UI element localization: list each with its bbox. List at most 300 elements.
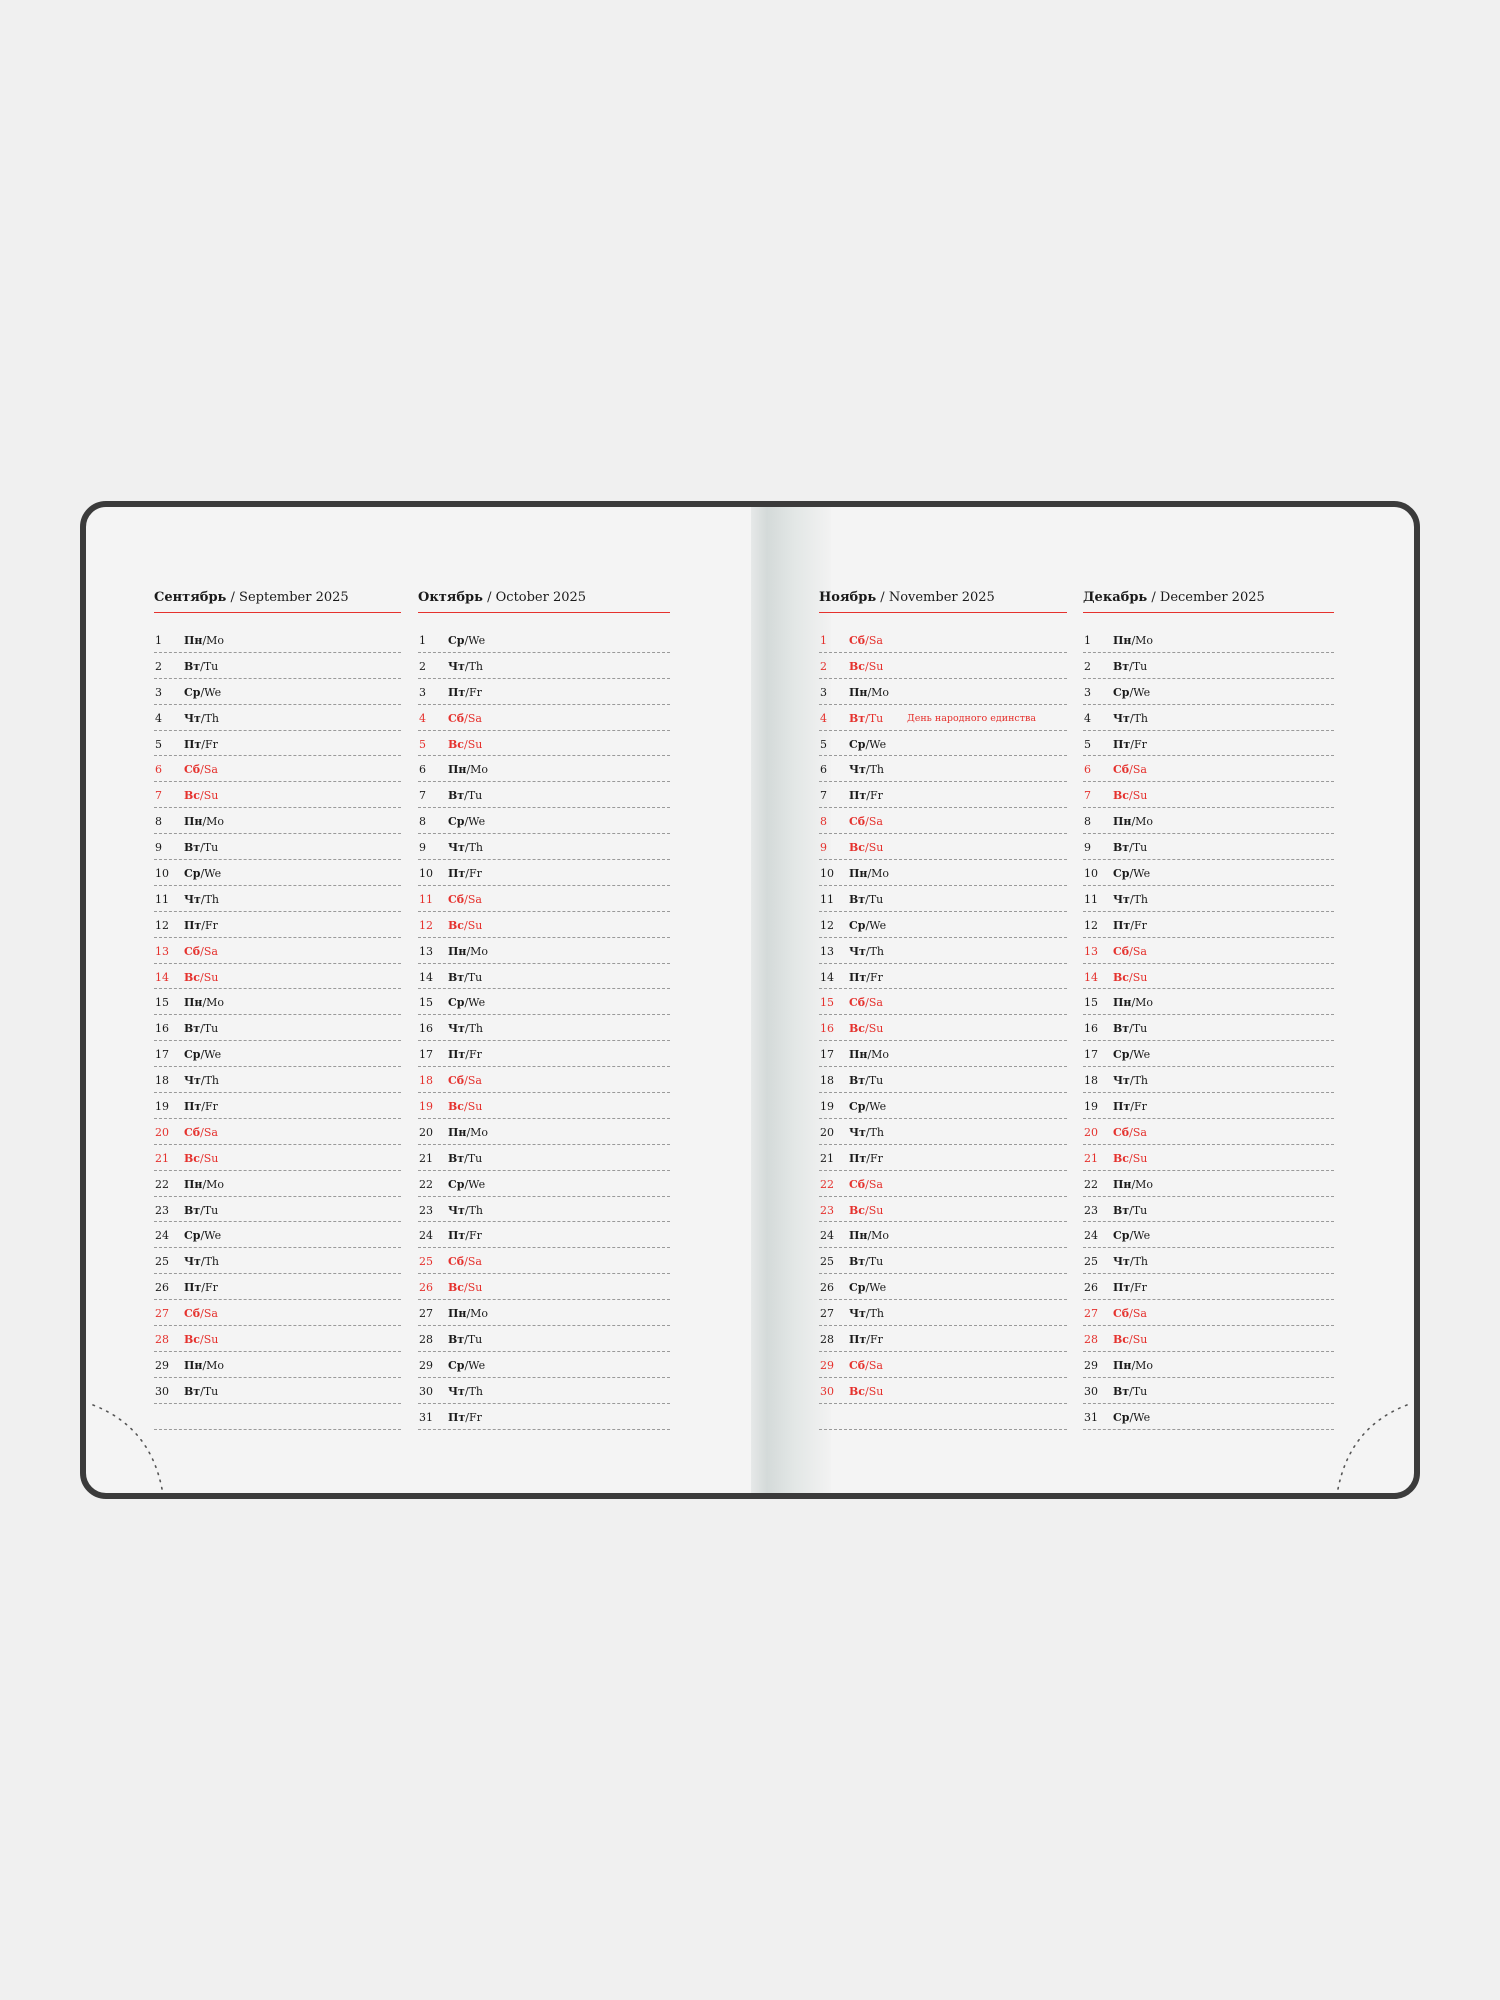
weekday-label <box>1113 1359 1153 1372</box>
day-row[interactable] <box>819 989 1067 1015</box>
weekday-ru: Чт <box>1113 892 1130 906</box>
day-row[interactable] <box>1083 1067 1334 1093</box>
day-row[interactable] <box>154 938 401 964</box>
day-row[interactable] <box>154 1274 401 1300</box>
day-row[interactable] <box>154 627 401 653</box>
day-number: 23 <box>155 1203 169 1217</box>
weekday-en: Sa <box>203 944 218 958</box>
weekday-separator: / <box>465 1229 469 1243</box>
weekday-en: Th <box>869 944 885 958</box>
day-rows <box>418 627 670 1430</box>
day-row[interactable] <box>819 1248 1067 1274</box>
weekday-label <box>448 996 485 1009</box>
weekday-en: Mo <box>470 763 489 777</box>
day-row[interactable] <box>1083 1041 1334 1067</box>
weekday-separator: / <box>201 918 205 932</box>
day-row[interactable] <box>819 1222 1067 1248</box>
day-row[interactable] <box>1083 808 1334 834</box>
weekday-separator: / <box>466 944 471 958</box>
day-row[interactable] <box>819 1197 1067 1223</box>
day-number: 29 <box>820 1358 834 1372</box>
day-row[interactable] <box>819 1326 1067 1352</box>
weekday-label <box>1113 1229 1150 1242</box>
day-row[interactable] <box>1083 912 1334 938</box>
weekday-separator: / <box>200 1307 204 1321</box>
weekday-en: Tu <box>467 1333 483 1347</box>
day-row[interactable] <box>1083 1248 1334 1274</box>
day-number: 16 <box>820 1022 834 1036</box>
day-number: 8 <box>1084 815 1091 829</box>
weekday-label <box>184 867 221 880</box>
day-row[interactable] <box>154 653 401 679</box>
day-row[interactable] <box>1083 1222 1334 1248</box>
day-row[interactable] <box>819 653 1067 679</box>
holiday-note: День народного единства <box>907 712 1037 724</box>
day-row[interactable] <box>1083 938 1334 964</box>
weekday-separator: / <box>865 841 869 855</box>
day-row[interactable] <box>154 989 401 1015</box>
day-row[interactable] <box>154 1093 401 1119</box>
weekday-en: Sa <box>868 996 883 1010</box>
day-number: 23 <box>1084 1203 1098 1217</box>
weekday-ru: Сб <box>448 1074 465 1088</box>
day-number: 28 <box>1084 1333 1098 1347</box>
weekday-ru: Пт <box>1113 918 1131 932</box>
day-number: 29 <box>419 1358 433 1372</box>
day-number: 5 <box>1084 737 1091 751</box>
month-title-ru: Ноябрь <box>819 590 877 605</box>
day-row[interactable] <box>418 1352 670 1378</box>
day-row[interactable] <box>819 808 1067 834</box>
day-row[interactable] <box>1083 834 1334 860</box>
weekday-en: Tu <box>868 892 884 906</box>
weekday-ru: Сб <box>849 634 866 647</box>
weekday-en: Th <box>1133 711 1149 725</box>
day-number: 15 <box>1084 996 1098 1010</box>
day-row[interactable] <box>154 1067 401 1093</box>
day-row[interactable] <box>819 1171 1067 1197</box>
weekday-ru: Пт <box>1113 1100 1131 1114</box>
weekday-separator: / <box>200 970 204 984</box>
weekday-separator: / <box>865 1100 870 1114</box>
day-row[interactable] <box>154 756 401 782</box>
weekday-label <box>448 712 482 725</box>
day-number: 2 <box>155 659 162 673</box>
weekday-label <box>448 1229 482 1242</box>
day-row[interactable] <box>1083 782 1334 808</box>
day-row[interactable] <box>819 912 1067 938</box>
day-rows <box>1083 627 1334 1430</box>
weekday-en: Sa <box>1132 944 1147 958</box>
weekday-en: Tu <box>467 1151 483 1165</box>
weekday-separator: / <box>200 1074 205 1088</box>
day-row[interactable] <box>1083 1274 1334 1300</box>
weekday-label <box>849 1100 886 1113</box>
weekday-en: Sa <box>868 634 883 647</box>
day-row[interactable] <box>418 731 670 757</box>
day-number: 6 <box>155 763 162 777</box>
day-row[interactable] <box>154 1171 401 1197</box>
weekday-separator: / <box>865 763 870 777</box>
weekday-en: Th <box>1133 1074 1149 1088</box>
weekday-ru: Пн <box>184 1177 203 1191</box>
day-row[interactable] <box>1083 1145 1334 1171</box>
weekday-ru: Вт <box>849 892 866 906</box>
day-row[interactable] <box>418 756 670 782</box>
day-row[interactable] <box>154 1326 401 1352</box>
weekday-separator: / <box>200 789 204 803</box>
weekday-ru: Сб <box>1113 1125 1130 1139</box>
weekday-label <box>849 1281 886 1294</box>
weekday-separator: / <box>865 1074 869 1088</box>
day-row[interactable] <box>154 679 401 705</box>
weekday-separator: / <box>867 1229 872 1243</box>
day-number: 10 <box>155 867 169 881</box>
day-row[interactable] <box>154 964 401 990</box>
day-row[interactable] <box>418 705 670 731</box>
day-row[interactable] <box>154 1222 401 1248</box>
weekday-ru: Вт <box>184 841 201 855</box>
day-row[interactable] <box>418 886 670 912</box>
weekday-ru: Пн <box>849 1229 868 1243</box>
weekday-en: We <box>1133 1229 1151 1243</box>
day-row[interactable] <box>819 886 1067 912</box>
weekday-separator: / <box>466 1307 471 1321</box>
day-row[interactable] <box>418 782 670 808</box>
day-row[interactable] <box>418 1093 670 1119</box>
day-row[interactable] <box>154 808 401 834</box>
weekday-label <box>448 971 482 984</box>
weekday-en: Fr <box>1133 737 1147 751</box>
day-row[interactable] <box>154 1248 401 1274</box>
day-row[interactable] <box>1083 989 1334 1015</box>
day-row[interactable] <box>154 1404 401 1430</box>
weekday-en: Tu <box>203 1022 219 1036</box>
weekday-en: Fr <box>869 789 883 803</box>
weekday-en: Tu <box>1132 659 1148 673</box>
weekday-ru: Чт <box>1113 711 1130 725</box>
weekday-separator: / <box>865 737 870 751</box>
weekday-separator: / <box>865 1358 869 1372</box>
day-row[interactable] <box>1083 1378 1334 1404</box>
day-row[interactable] <box>819 938 1067 964</box>
month-title-ru: Сентябрь <box>154 590 227 605</box>
day-row[interactable] <box>819 1041 1067 1067</box>
day-row[interactable] <box>819 782 1067 808</box>
day-row[interactable] <box>418 1300 670 1326</box>
weekday-separator: / <box>865 996 869 1010</box>
day-row[interactable] <box>819 964 1067 990</box>
day-row[interactable] <box>418 1015 670 1041</box>
weekday-en: Mo <box>1135 996 1154 1010</box>
weekday-separator: / <box>465 867 469 881</box>
day-row[interactable] <box>418 1326 670 1352</box>
day-row[interactable] <box>418 627 670 653</box>
day-row[interactable] <box>418 679 670 705</box>
weekday-ru: Чт <box>849 944 866 958</box>
weekday-separator: / <box>464 659 469 673</box>
weekday-en: Fr <box>204 918 218 932</box>
day-row[interactable] <box>154 860 401 886</box>
weekday-en: Th <box>204 1255 220 1269</box>
weekday-ru: Ср <box>184 1048 201 1062</box>
weekday-en: Mo <box>871 867 890 881</box>
day-row[interactable] <box>819 1274 1067 1300</box>
weekday-en: Su <box>1132 789 1148 803</box>
weekday-label <box>1113 1281 1147 1294</box>
day-number: 5 <box>155 737 162 751</box>
day-row[interactable] <box>1083 731 1334 757</box>
weekday-ru: Вт <box>448 1151 465 1165</box>
day-row[interactable] <box>1083 886 1334 912</box>
weekday-ru: Сб <box>184 1307 201 1321</box>
weekday-en: Sa <box>868 1177 883 1191</box>
day-row[interactable] <box>154 1378 401 1404</box>
weekday-en: Tu <box>203 1384 219 1398</box>
weekday-ru: Сб <box>1113 763 1130 777</box>
weekday-separator: / <box>1130 1281 1134 1295</box>
day-row[interactable] <box>418 653 670 679</box>
weekday-separator: / <box>200 1125 204 1139</box>
day-row[interactable] <box>819 1352 1067 1378</box>
day-row[interactable] <box>154 1300 401 1326</box>
day-row[interactable] <box>154 1015 401 1041</box>
day-row[interactable] <box>418 964 670 990</box>
weekday-separator: / <box>200 1151 204 1165</box>
day-number: 12 <box>155 918 169 932</box>
day-number: 11 <box>419 892 433 906</box>
day-row[interactable] <box>1083 1171 1334 1197</box>
day-row[interactable] <box>819 1119 1067 1145</box>
month-title: Декабрь / December 2025 <box>1083 588 1334 613</box>
day-row[interactable] <box>154 1352 401 1378</box>
weekday-en: Fr <box>1133 1100 1147 1114</box>
weekday-label <box>184 1359 224 1372</box>
day-row[interactable] <box>418 938 670 964</box>
weekday-label <box>448 1255 482 1268</box>
weekday-ru: Вт <box>1113 1022 1130 1036</box>
day-row[interactable] <box>418 1274 670 1300</box>
weekday-en: Su <box>1132 1151 1148 1165</box>
weekday-label <box>1113 789 1147 802</box>
day-row[interactable] <box>819 1093 1067 1119</box>
day-row[interactable] <box>819 627 1067 653</box>
day-row[interactable] <box>418 808 670 834</box>
day-row[interactable] <box>819 1404 1067 1430</box>
weekday-label <box>849 919 886 932</box>
day-number: 27 <box>820 1307 834 1321</box>
day-row[interactable] <box>154 1145 401 1171</box>
day-row[interactable] <box>418 1119 670 1145</box>
day-row[interactable] <box>1083 1015 1334 1041</box>
weekday-en: Mo <box>470 1307 489 1321</box>
weekday-separator: / <box>465 1048 469 1062</box>
weekday-separator: / <box>1129 1410 1134 1424</box>
weekday-en: Tu <box>467 970 483 984</box>
day-row[interactable] <box>819 1015 1067 1041</box>
day-row[interactable] <box>1083 964 1334 990</box>
day-row[interactable] <box>418 1197 670 1223</box>
day-row[interactable] <box>819 705 1067 731</box>
weekday-separator: / <box>1131 815 1136 829</box>
weekday-ru: Вс <box>1113 970 1129 984</box>
day-number: 21 <box>155 1151 169 1165</box>
day-row[interactable] <box>154 912 401 938</box>
day-number: 18 <box>820 1074 834 1088</box>
weekday-label <box>184 634 224 647</box>
day-row[interactable] <box>1083 1197 1334 1223</box>
month-november <box>819 588 1067 1430</box>
weekday-en: Th <box>468 841 484 855</box>
day-row[interactable] <box>418 1404 670 1430</box>
weekday-ru: Вт <box>1113 1384 1130 1398</box>
day-row[interactable] <box>154 1041 401 1067</box>
month-september <box>154 588 401 1430</box>
day-row[interactable] <box>1083 627 1334 653</box>
weekday-ru: Пн <box>184 1358 203 1372</box>
day-row[interactable] <box>819 1300 1067 1326</box>
weekday-en: Sa <box>868 815 883 829</box>
day-number: 13 <box>419 944 433 958</box>
day-row[interactable] <box>819 679 1067 705</box>
weekday-ru: Вт <box>448 1333 465 1347</box>
weekday-separator: / <box>1129 867 1134 881</box>
day-row[interactable] <box>1083 1093 1334 1119</box>
day-number: 27 <box>1084 1307 1098 1321</box>
day-row[interactable] <box>1083 756 1334 782</box>
day-row[interactable] <box>819 834 1067 860</box>
weekday-en: Fr <box>204 1281 218 1295</box>
day-row[interactable] <box>418 989 670 1015</box>
day-row[interactable] <box>819 1378 1067 1404</box>
day-row[interactable] <box>1083 860 1334 886</box>
day-row[interactable] <box>418 1222 670 1248</box>
weekday-separator: / <box>865 1177 869 1191</box>
weekday-en: Mo <box>1135 1177 1154 1191</box>
weekday-ru: Вс <box>184 1333 200 1347</box>
day-row[interactable] <box>1083 1326 1334 1352</box>
weekday-separator: / <box>865 918 870 932</box>
weekday-ru: Чт <box>184 892 201 906</box>
weekday-separator: / <box>1131 996 1136 1010</box>
weekday-label <box>849 1385 883 1398</box>
day-row[interactable] <box>418 1248 670 1274</box>
weekday-ru: Вс <box>448 1281 464 1295</box>
weekday-label <box>184 1074 219 1087</box>
weekday-label <box>448 686 482 699</box>
day-row[interactable] <box>418 1378 670 1404</box>
day-number: 16 <box>419 1022 433 1036</box>
day-row[interactable] <box>418 860 670 886</box>
weekday-separator: / <box>1129 1333 1133 1347</box>
day-row[interactable] <box>154 731 401 757</box>
day-row[interactable] <box>1083 1119 1334 1145</box>
weekday-separator: / <box>865 1281 870 1295</box>
weekday-ru: Чт <box>184 711 201 725</box>
weekday-separator: / <box>1129 1255 1134 1269</box>
day-row[interactable] <box>819 1145 1067 1171</box>
day-row[interactable] <box>1083 653 1334 679</box>
day-row[interactable] <box>418 1145 670 1171</box>
weekday-separator: / <box>865 1307 870 1321</box>
day-row[interactable] <box>819 1067 1067 1093</box>
day-row[interactable] <box>1083 705 1334 731</box>
day-number: 25 <box>820 1255 834 1269</box>
day-number: 25 <box>419 1255 433 1269</box>
day-row[interactable] <box>1083 1404 1334 1430</box>
weekday-ru: Чт <box>448 1022 465 1036</box>
weekday-separator: / <box>867 867 872 881</box>
day-row[interactable] <box>418 1171 670 1197</box>
weekday-ru: Ср <box>448 634 465 647</box>
weekday-separator: / <box>464 841 469 855</box>
weekday-ru: Пт <box>1113 1281 1131 1295</box>
weekday-en: We <box>1133 1410 1151 1424</box>
day-row[interactable] <box>819 756 1067 782</box>
weekday-separator: / <box>865 1125 870 1139</box>
day-row[interactable] <box>1083 1300 1334 1326</box>
weekday-separator: / <box>465 685 469 699</box>
day-row[interactable] <box>418 834 670 860</box>
weekday-ru: Ср <box>849 1100 866 1114</box>
weekday-ru: Ср <box>184 685 201 699</box>
day-row[interactable] <box>819 731 1067 757</box>
weekday-separator: / <box>1129 1384 1133 1398</box>
day-row[interactable] <box>154 782 401 808</box>
day-row[interactable] <box>154 1119 401 1145</box>
weekday-en: Th <box>869 1125 885 1139</box>
weekday-en: Mo <box>1135 634 1154 647</box>
day-row[interactable] <box>418 1041 670 1067</box>
day-row[interactable] <box>154 1197 401 1223</box>
weekday-label <box>849 1359 883 1372</box>
weekday-label <box>1113 1074 1148 1087</box>
day-row[interactable] <box>154 834 401 860</box>
day-row[interactable] <box>154 886 401 912</box>
weekday-separator: / <box>464 1100 468 1114</box>
weekday-ru: Пт <box>448 1048 466 1062</box>
day-number: 28 <box>155 1333 169 1347</box>
day-number: 30 <box>820 1384 834 1398</box>
weekday-ru: Сб <box>184 763 201 777</box>
weekday-en: Th <box>1133 892 1149 906</box>
weekday-separator: / <box>1129 944 1133 958</box>
weekday-ru: Ср <box>448 1177 465 1191</box>
day-row[interactable] <box>1083 679 1334 705</box>
weekday-separator: / <box>1131 1358 1136 1372</box>
day-number: 23 <box>820 1203 834 1217</box>
weekday-label <box>1113 815 1153 828</box>
weekday-ru: Вт <box>849 711 866 725</box>
weekday-separator: / <box>200 867 205 881</box>
day-row[interactable] <box>418 912 670 938</box>
day-number: 5 <box>820 737 827 751</box>
weekday-en: Su <box>203 970 219 984</box>
day-row[interactable] <box>1083 1352 1334 1378</box>
weekday-en: Tu <box>1132 841 1148 855</box>
day-row[interactable] <box>418 1067 670 1093</box>
day-row[interactable] <box>154 705 401 731</box>
weekday-ru: Вс <box>1113 1333 1129 1347</box>
weekday-en: Mo <box>206 1177 225 1191</box>
day-number: 6 <box>419 763 426 777</box>
weekday-ru: Ср <box>1113 1410 1130 1424</box>
weekday-label <box>849 1307 884 1320</box>
weekday-label <box>1113 738 1147 751</box>
weekday-ru: Пн <box>1113 996 1132 1010</box>
weekday-label <box>184 1178 224 1191</box>
day-row[interactable] <box>819 860 1067 886</box>
